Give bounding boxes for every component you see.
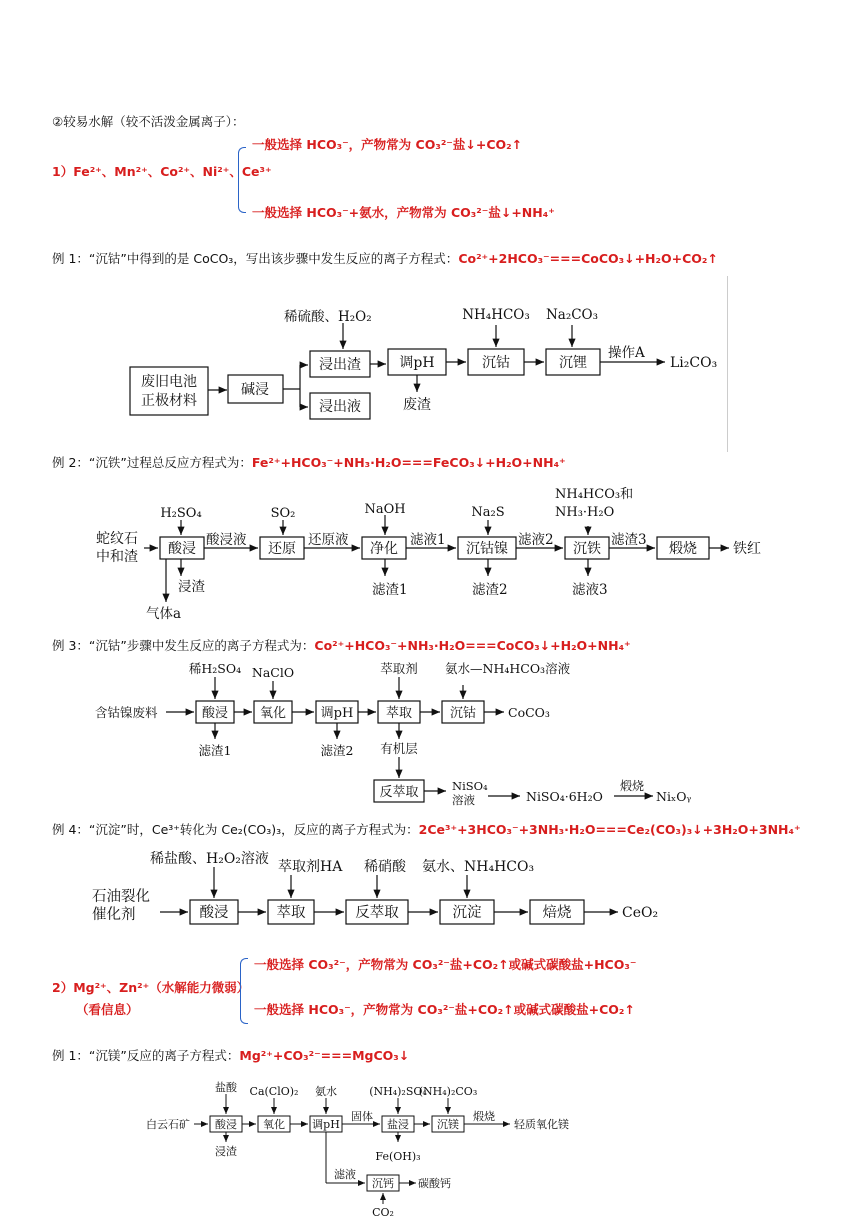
example3-equation: Co²⁺+HCO₃⁻+NH₃·H₂O===CoCO₃↓+H₂O+NH₄⁺ xyxy=(314,638,631,653)
o1-label: 滤渣1 xyxy=(198,743,232,758)
r3-label: 氨水 xyxy=(315,1085,337,1098)
b3-label: 调pH xyxy=(312,1118,340,1131)
r1-label: 稀盐酸、H₂O₂溶液 xyxy=(150,851,269,867)
o1-label: 浸渣 xyxy=(215,1145,237,1158)
example1-equation: Co²⁺+2HCO₃⁻===CoCO₃↓+H₂O+CO₂↑ xyxy=(458,251,718,266)
r5-label: (NH₄)₂CO₃ xyxy=(418,1085,478,1098)
chengu-label: 沉钴 xyxy=(482,355,510,371)
product-label: 铁红 xyxy=(733,541,761,557)
l3-label: 滤液1 xyxy=(410,532,446,548)
l2-label: 还原液 xyxy=(308,532,349,548)
b1-label: 酸浸 xyxy=(215,1118,237,1131)
r2-label: NaClO xyxy=(251,665,295,680)
l5-label: 滤渣3 xyxy=(611,532,647,548)
s2-label: NiSO₄·6H₂O xyxy=(526,789,603,804)
b6-label: 反萃取 xyxy=(379,785,419,800)
r5b-label: NH₃·H₂O xyxy=(555,505,615,520)
flowchart-4 xyxy=(88,845,688,940)
jinchuzha-label: 浸出渣 xyxy=(319,357,361,373)
flowchart-1 xyxy=(120,295,740,425)
jianjin-label: 碱浸 xyxy=(241,382,269,398)
b5-label: 沉钴 xyxy=(449,706,477,721)
o4-label: Fe(OH)₃ xyxy=(375,1150,421,1163)
tiaoph-label: 调pH xyxy=(399,355,435,371)
out1-label: 浸渣 xyxy=(178,579,205,595)
solid-label: 固体 xyxy=(351,1110,373,1123)
example4-equation: 2Ce³⁺+3HCO₃⁻+3NH₃·H₂O===Ce₂(CO₃)₃↓+3H₂O+3NH₄⁺ xyxy=(418,822,801,837)
reagent1-label: 稀硫酸、H₂O₂ xyxy=(284,309,372,325)
product-label: 轻质氧化镁 xyxy=(514,1118,569,1131)
case2-label1: 2）Mg²⁺、Zn²⁺（水解能力微弱） xyxy=(52,980,250,995)
case1-rule1: 一般选择 HCO₃⁻，产物常为 CO₃²⁻盐↓+CO₂↑ xyxy=(252,137,523,152)
flowchart-3 xyxy=(90,655,730,815)
case2-label2: （看信息） xyxy=(76,1002,139,1017)
example1-text: 例 1：“沉钴”中得到的是 CoCO₃，写出该步骤中发生反应的离子方程式：Co²⁺+2HCO₃⁻===CoCO₃↓+H₂O+CO₂↑ xyxy=(52,251,718,266)
b4-label: 盐浸 xyxy=(387,1118,409,1131)
r3-label: NaOH xyxy=(364,502,406,517)
b2-label: 萃取 xyxy=(276,905,306,921)
case1-label: 1）Fe²⁺、Mn²⁺、Co²⁺、Ni²⁺、Ce³⁺ xyxy=(52,164,272,179)
b4-label: 萃取 xyxy=(385,706,413,721)
r1-label: 盐酸 xyxy=(215,1081,237,1094)
b2-label: 氧化 xyxy=(259,706,287,721)
r2-label: 萃取剂HA xyxy=(278,859,343,875)
b3-label: 调pH xyxy=(320,706,354,721)
flowchart-5 xyxy=(140,1078,600,1223)
org-label: 有机层 xyxy=(380,741,418,756)
out3-label: 滤渣1 xyxy=(372,582,408,598)
example3-text: 例 3：“沉钴”步骤中发生反应的离子方程式为：Co²⁺+HCO₃⁻+NH₃·H₂O===CoCO₃↓+H₂O+NH₄⁺ xyxy=(52,638,631,653)
l1-label: 酸浸液 xyxy=(206,532,247,548)
product-label: CeO₂ xyxy=(622,905,659,921)
start-line1: 蛇纹石 xyxy=(96,531,138,547)
b1-label: 酸浸 xyxy=(168,541,196,557)
calc-label: 煅烧 xyxy=(473,1110,495,1123)
reagent3-label: Na₂CO₃ xyxy=(545,307,599,323)
b1-label: 酸浸 xyxy=(201,706,229,721)
b4-label: 沉钴镍 xyxy=(466,541,508,557)
calc-label: 煅烧 xyxy=(620,779,645,793)
gas-label: 气体a xyxy=(146,606,182,622)
start-line1: 废旧电池 xyxy=(141,374,197,390)
r5-label: 氨水—NH₄HCO₃溶液 xyxy=(445,661,571,676)
case2-brace xyxy=(240,958,248,1024)
r1-label: 稀H₂SO₄ xyxy=(188,661,242,676)
start-line2: 中和渣 xyxy=(96,549,138,565)
s1b-label: 溶液 xyxy=(452,793,475,807)
start-line2: 催化剂 xyxy=(92,907,136,923)
r3-label: 稀硝酸 xyxy=(364,859,406,875)
section-title: ②较易水解（较不活泼金属离子）： xyxy=(52,114,245,129)
example2-text: 例 2：“沉铁”过程总反应方程式为：Fe²⁺+HCO₃⁻+NH₃·H₂O===FeCO₃↓+H₂O+NH₄⁺ xyxy=(52,455,566,470)
chenli-label: 沉锂 xyxy=(559,355,587,371)
b5-label: 焙烧 xyxy=(542,905,572,921)
case2-rule1: 一般选择 CO₃²⁻，产物常为 CO₃²⁻盐+CO₂↑或碱式碳酸盐+HCO₃⁻ xyxy=(254,957,637,972)
example5-text: 例 1：“沉镁”反应的离子方程式：Mg²⁺+CO₃²⁻===MgCO₃↓ xyxy=(52,1048,410,1063)
r5a-label: NH₄HCO₃和 xyxy=(555,487,634,502)
case1-rule2: 一般选择 HCO₃⁻+氨水，产物常为 CO₃²⁻盐↓+NH₄⁺ xyxy=(252,205,555,220)
out4-label: 滤渣2 xyxy=(472,582,508,598)
r4-label: Na₂S xyxy=(471,505,505,520)
b2-label: 还原 xyxy=(268,541,296,557)
b3-label: 反萃取 xyxy=(355,905,399,921)
product-label: Li₂CO₃ xyxy=(670,355,718,371)
start-label: 含钴镍废料 xyxy=(95,705,158,720)
start-line1: 石油裂化 xyxy=(92,889,150,905)
b2-label: 氧化 xyxy=(263,1118,285,1131)
r4-label: 氨水、NH₄HCO₃ xyxy=(422,859,535,875)
out5-label: 滤液3 xyxy=(572,582,608,598)
example5-equation: Mg²⁺+CO₃²⁻===MgCO₃↓ xyxy=(239,1048,410,1063)
example2-equation: Fe²⁺+HCO₃⁻+NH₃·H₂O===FeCO₃↓+H₂O+NH₄⁺ xyxy=(251,455,566,470)
r6-label: CO₂ xyxy=(372,1206,394,1219)
jinchuye-label: 浸出液 xyxy=(319,399,361,415)
reagent2-label: NH₄HCO₃ xyxy=(462,307,530,323)
r4-label: 萃取剂 xyxy=(380,661,418,676)
r2-label: Ca(ClO)₂ xyxy=(249,1085,299,1098)
b6-label: 沉钙 xyxy=(372,1177,394,1190)
final-label: NiₓOᵧ xyxy=(656,789,692,804)
o3-label: 滤渣2 xyxy=(320,743,354,758)
r4-label: (NH₄)₂SO₄ xyxy=(369,1085,427,1098)
r1-label: H₂SO₄ xyxy=(160,506,202,521)
b5-label: 沉镁 xyxy=(437,1118,459,1131)
case2-rule2: 一般选择 HCO₃⁻，产物常为 CO₃²⁻盐+CO₂↑或碱式碳酸盐+CO₂↑ xyxy=(254,1002,635,1017)
op-label: 操作A xyxy=(608,345,645,361)
example4-text: 例 4：“沉淀”时，Ce³⁺转化为 Ce₂(CO₃)₃，反应的离子方程式为：2Ce³⁺+3HCO₃⁻+3NH₃·H₂O===Ce₂(CO₃)₃↓+3H₂O+3NH₄⁺ xyxy=(52,822,801,837)
start-label: 白云石矿 xyxy=(146,1118,190,1131)
r2-label: SO₂ xyxy=(270,506,296,521)
b6-label: 煅烧 xyxy=(669,541,697,557)
case1-brace xyxy=(238,147,246,213)
p2-label: 碳酸钙 xyxy=(418,1177,451,1190)
b5-label: 沉铁 xyxy=(573,541,601,557)
product-label: CoCO₃ xyxy=(508,705,550,720)
start-line2: 正极材料 xyxy=(141,393,197,409)
b3-label: 净化 xyxy=(370,541,398,557)
l4-label: 滤液2 xyxy=(518,532,554,548)
feizha-label: 废渣 xyxy=(403,397,431,413)
b4-label: 沉淀 xyxy=(452,905,482,921)
b1-label: 酸浸 xyxy=(199,905,229,921)
filt-label: 滤液 xyxy=(334,1168,356,1181)
flowchart-2 xyxy=(88,480,808,630)
s1a-label: NiSO₄ xyxy=(452,779,488,793)
